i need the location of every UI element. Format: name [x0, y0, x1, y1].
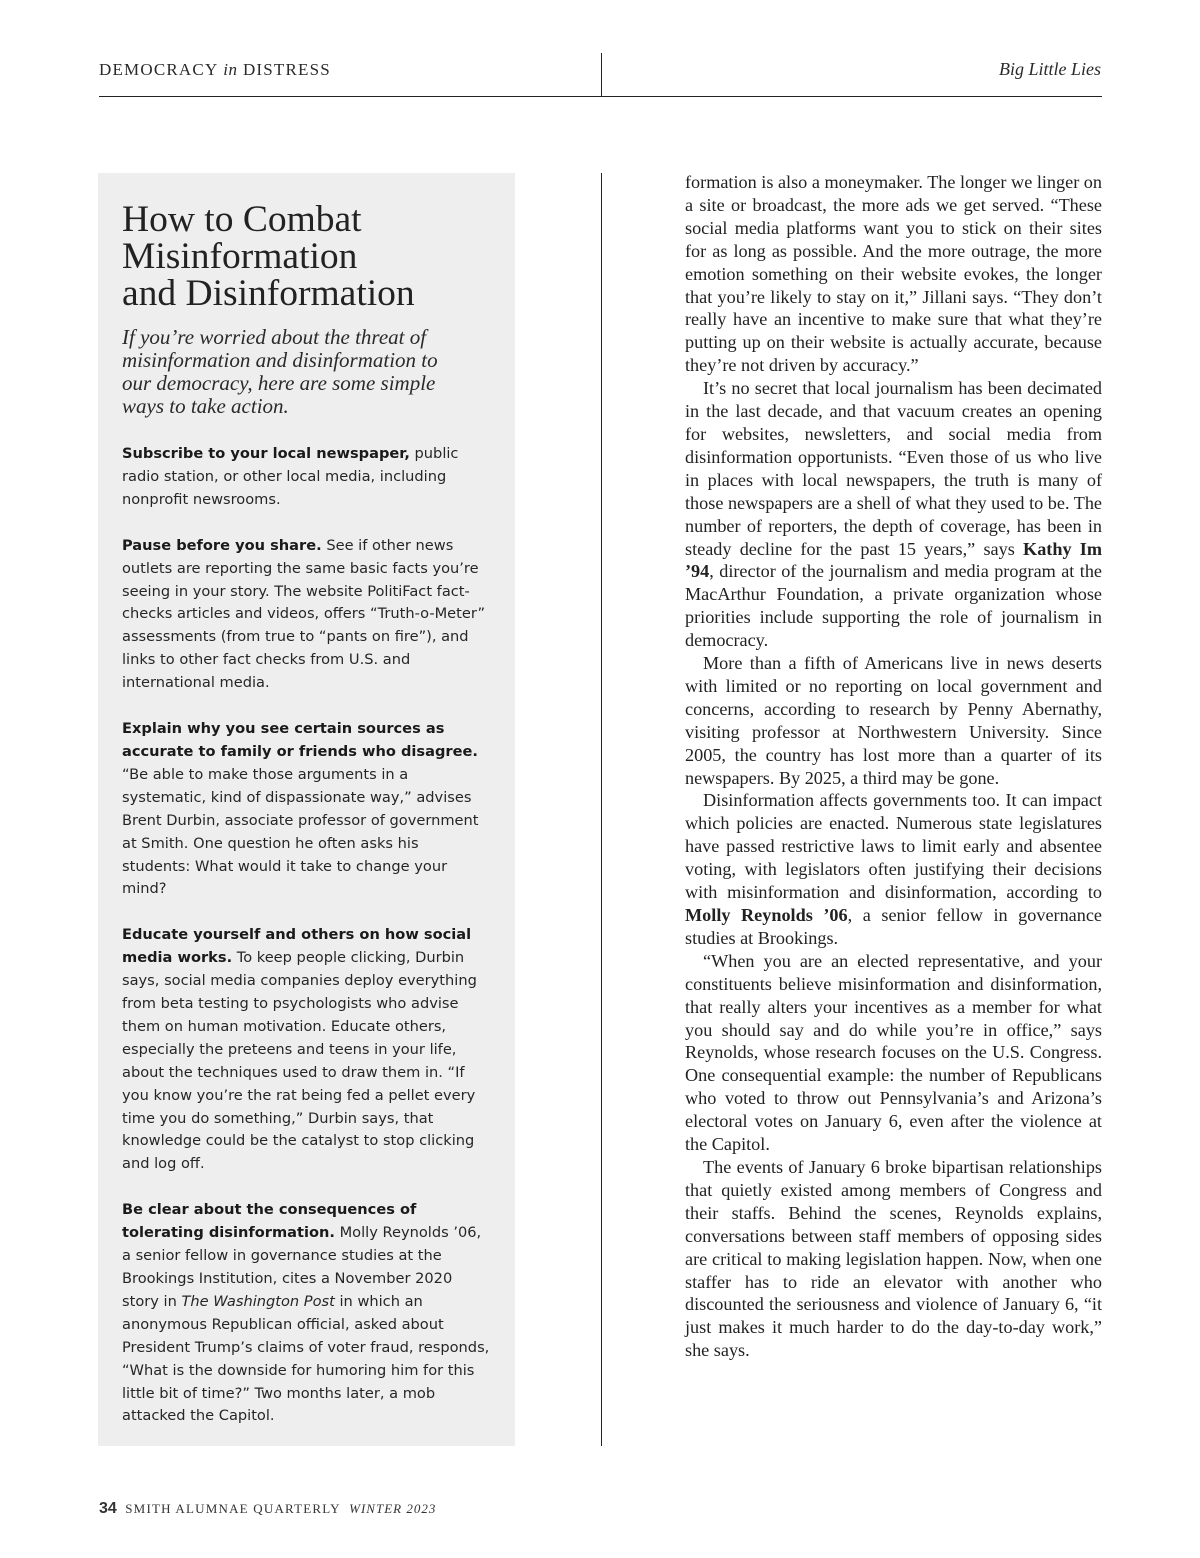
page-number: 34 [99, 1500, 117, 1517]
tip-lead: Pause before you share. [122, 536, 322, 554]
body-paragraph [685, 377, 1102, 652]
person-name: Molly Reynolds ’06 [685, 905, 848, 925]
header-divider [601, 53, 602, 96]
article-body [685, 171, 1102, 1362]
column-rule [601, 173, 602, 1446]
tip-lead: Educate yourself and others on how social media works. [122, 926, 472, 967]
tip-lead: Subscribe to your local newspaper, [122, 445, 410, 462]
tip-text: in which an anonymous Republican official, asked about President Trump’s claims of voter fraud, responds, “What is the downside for humoring him for this little bit of time?” Two months later, a mob attacked the Capitol. [122, 1292, 490, 1425]
body-text: It’s no secret that local journalism has been decimated in the last decade, and that vacuum creates an opening for websites, newsletters, and social media from disinformation opportunists. “Even those of us who live in places with local newspapers, the truth is many of those newspapers are a shell of what they used to be. The number of reporters, the depth of coverage, has been in steady decline for the past 15 years,” says [685, 378, 1102, 559]
body-text: Disinformation affects governments too. It can impact which policies are enacted. Numerous state legislatures have passed restrictive laws to limit early and absentee voting, with legislators often justifying their decisions with misinformation and disinformation, according to [685, 790, 1102, 903]
publication-name: The Washington Post [181, 1292, 335, 1310]
section-header [99, 60, 331, 80]
tip-consequences [122, 1199, 491, 1428]
tip-text: Molly Reynolds ’06, a senior fellow in governance studies at the Brookings Institution, cites a November 2020 story in [122, 1224, 482, 1310]
section-part2: DISTRESS [242, 60, 331, 79]
body-text: , director of the journalism and media program at the MacArthur Foundation, a private organization whose priorities include supporting the role of journalism in democracy. [685, 561, 1102, 651]
tip-explain [122, 718, 491, 901]
tip-text: To keep people clicking, Durbin says, social media companies deploy everything from beta testing to psychologists who advise them on human motivation. Educate others, especially the preteens and teens in your life, about the techniques used to draw them in. “If you know you’re the rat being fed a pellet every time you do something,” Durbin says, that knowledge could be the catalyst to stop clicking and log off. [122, 949, 477, 1173]
footer-publication: SMITH ALUMNAE QUARTERLY [125, 1501, 341, 1516]
sidebar-title-line3: and Disinformation [122, 273, 415, 314]
body-paragraph: “When you are an elected representative, and your constituents believe misinformation and disinformation, that really alters your incentives as a member for what you should say and do while you’re in office,” says Reynolds, whose research focuses on the U.S. Congress. One consequential example: the number of Republicans who voted to throw out Pennsylvania’s and Arizona’s electoral votes on January 6, even after the violence at the Capitol. [685, 950, 1102, 1155]
footer-issue: WINTER 2023 [349, 1501, 437, 1516]
sidebar-intro: If you’re worried about the threat of misinformation and disinformation to our democracy, here are some simple ways to take action. [122, 325, 438, 418]
tip-subscribe [122, 443, 491, 512]
body-paragraph: formation is also a moneymaker. The longer we linger on a site or broadcast, the more ads we get served. “These social media platforms want you to stick on their sites for as long as possible. And the more outrage, the more emotion something on their website evokes, the longer that you’re likely to stay on it,” Jillani says. “They don’t really have an incentive to make sure that what they’re putting up on their website is actually accurate, because they’re not driven by accuracy.” [685, 172, 1102, 376]
sidebar-box [98, 173, 515, 1446]
body-paragraph [685, 789, 1102, 949]
section-part1: DEMOCRACY [99, 60, 218, 79]
body-paragraph: More than a fifth of Americans live in news deserts with limited or no reporting on local government and concerns, according to research by Penny Abernathy, visiting professor at Northwestern University. Since 2005, the country has lost more than a quarter of its newspapers. By 2025, a third may be gone. [685, 653, 1102, 788]
tip-lead: Be clear about the consequences of tolerating disinformation. [122, 1201, 417, 1242]
header-rule [99, 96, 1102, 97]
tip-pause [122, 535, 491, 695]
tip-lead: Explain why you see certain sources as accurate to family or friends who disagree. [122, 720, 478, 760]
sidebar-title [122, 201, 452, 312]
story-title: Big Little Lies [998, 59, 1101, 79]
tip-text: “Be able to make those arguments in a systematic, kind of dispassionate way,” advises Brent Durbin, associate professor of government at Smith. One question he often asks his students: What would it take to change your mind? [122, 765, 479, 898]
tip-text: See if other news outlets are reporting the same basic facts you’re seeing in your story. The website PolitiFact fact-checks articles and videos, offers “Truth-o-Meter” assessments (from true to “pants on fire”), and links to other fact checks from U.S. and international media. [122, 536, 486, 692]
sidebar-title-line2: Misinformation [122, 236, 358, 277]
tip-text: public radio station, or other local media, including nonprofit newsrooms. [122, 445, 459, 508]
body-text: , a senior fellow in governance studies at Brookings. [685, 905, 1102, 948]
sidebar-title-line1: How to Combat [122, 199, 362, 240]
page-footer [99, 1500, 436, 1518]
tip-educate [122, 924, 491, 1176]
section-connector: in [223, 60, 238, 79]
body-paragraph: The events of January 6 broke bipartisan relationships that quietly existed among members of Congress and their staffs. Behind the scenes, Reynolds explains, conversations between staff members of opposing sides are critical to making legislation happen. Now, when one staffer has to ride an elevator with another who discounted the seriousness and violence of January 6, “it just makes it much harder to do the day-to-day work,” she says. [685, 1156, 1102, 1361]
person-name: Kathy Im ’94 [685, 538, 1103, 582]
